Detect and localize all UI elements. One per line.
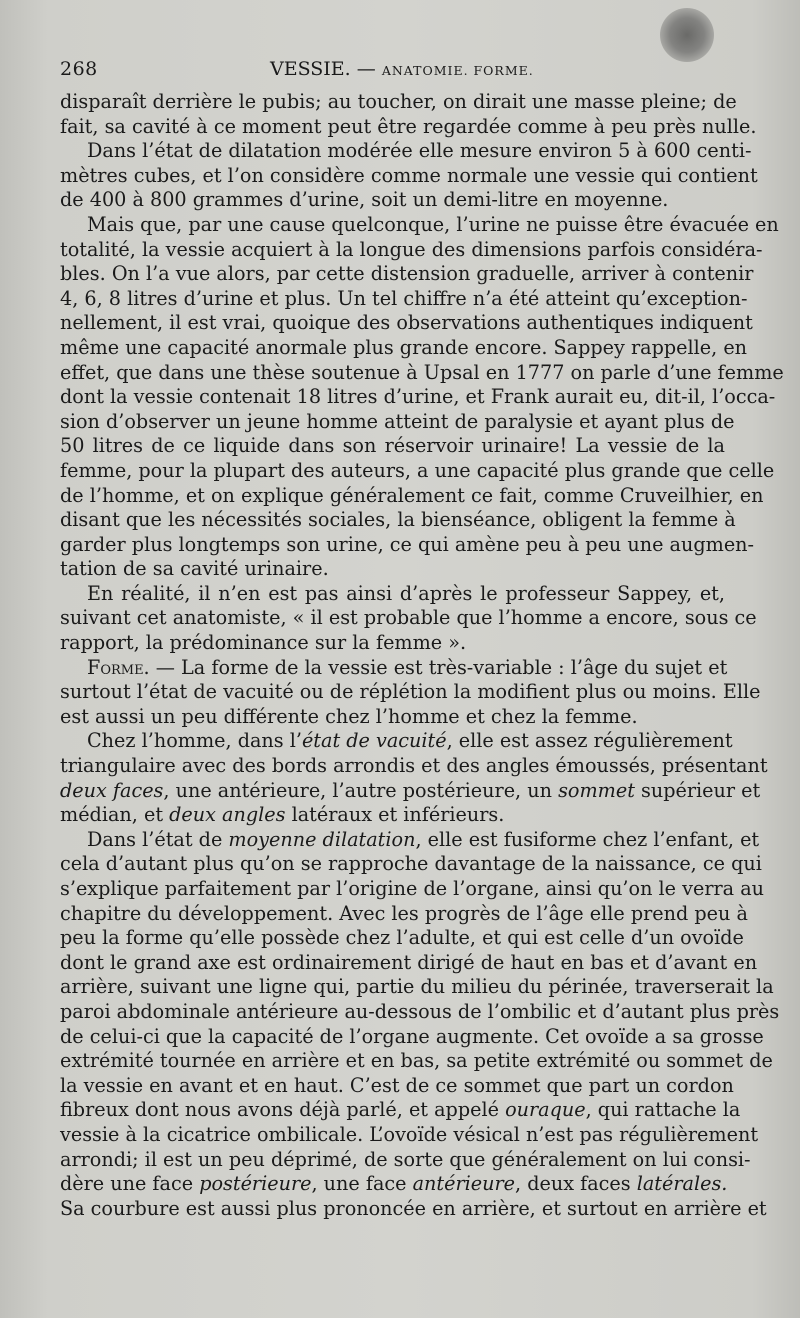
text-line: s’explique parfaitement par l’origine de l’organe, ainsi qu’on le verra au xyxy=(60,877,765,900)
text-line: est aussi un peu différente chez l’homme et chez la femme. xyxy=(60,704,638,728)
text-line: Sa courbure est aussi plus prononcée en arrière, et surtout en arrière et xyxy=(60,1196,767,1220)
page-header xyxy=(60,58,725,88)
text-line: garder plus longtemps son urine, ce qui amène peu à peu une augmen- xyxy=(60,532,755,556)
text-line: effet, que dans une thèse soutenue à Upsal en 1777 on parle d’une femme xyxy=(60,360,784,384)
text-line: Dans l’état de moyenne dilatation, elle est fusiforme chez l’enfant, et xyxy=(87,827,760,851)
section-label: Forme. xyxy=(87,655,150,679)
text-line: disant que les nécessités sociales, la bienséance, obligent la femme à xyxy=(60,508,736,532)
text-line: Mais que, par une cause quelconque, l’urine ne puisse être évacuée en xyxy=(87,212,779,236)
italic-term: antérieure xyxy=(412,1172,516,1196)
italic-term: deux faces xyxy=(60,778,164,802)
ink-stain xyxy=(660,8,714,62)
text-line: dont le grand axe est ordinairement dirigé de haut en bas et d’avant en xyxy=(60,950,758,974)
text-line: disparaît derrière le pubis; au toucher, on dirait une masse pleine; de xyxy=(60,90,737,113)
text-line: fait, sa cavité à ce moment peut être regardée comme à peu près nulle. xyxy=(60,114,757,138)
text-line: chapitre du développement. Avec les progrès de l’âge elle prend peu à xyxy=(60,901,748,925)
text-line: deux faces, une antérieure, l’autre postérieure, un sommet supérieur et xyxy=(60,778,761,802)
text-line: dère une face postérieure, une face antérieure, deux faces latérales. xyxy=(60,1172,728,1196)
text-line: tation de sa cavité urinaire. xyxy=(60,557,329,581)
text-line: suivant cet anatomiste, « il est probable que l’homme a encore, sous ce xyxy=(60,606,757,630)
text-line: peu la forme qu’elle possède chez l’adulte, et qui est celle d’un ovoïde xyxy=(60,926,744,950)
italic-term: état de vacuité xyxy=(301,729,447,753)
text-line: de l’homme, et on explique généralement ce fait, comme Cruveilhier, en xyxy=(60,483,764,507)
text-line: médian, et deux angles latéraux et inférieurs. xyxy=(60,803,505,827)
italic-term: ouraque xyxy=(505,1098,586,1122)
italic-term: deux angles xyxy=(169,803,286,827)
text-line: 4, 6, 8 litres d’urine et plus. Un tel chiffre n’a été atteint qu’exception- xyxy=(60,286,748,310)
text-line: totalité, la vessie acquiert à la longue des dimensions parfois considéra- xyxy=(60,237,763,261)
text-line: Dans l’état de dilatation modérée elle mesure environ 5 à 600 centi- xyxy=(87,139,752,163)
italic-term: postérieure xyxy=(199,1172,312,1196)
text-line: arrondi; il est un peu déprimé, de sorte que généralement on lui consi- xyxy=(60,1147,751,1171)
text-line: mètres cubes, et l’on considère comme normale une vessie qui contient xyxy=(60,163,758,187)
italic-term: sommet xyxy=(558,778,635,802)
text-line: triangulaire avec des bords arrondis et des angles émoussés, présentant xyxy=(60,754,768,778)
text-line: surtout l’état de vacuité ou de réplétion la modifient plus ou moins. Elle xyxy=(60,680,761,704)
text-line: de celui-ci que la capacité de l’organe augmente. Cet ovoïde a sa grosse xyxy=(60,1024,764,1048)
text-line: Forme. — La forme de la vessie est très-variable : l’âge du sujet et xyxy=(87,655,728,679)
text-line: 50 litres de ce liquide dans son réservoir urinaire! La vessie de la xyxy=(60,434,725,458)
text-line: Chez l’homme, dans l’état de vacuité, elle est assez régulièrement xyxy=(87,729,733,753)
text-line: même une capacité anormale plus grande encore. Sappey rappelle, en xyxy=(60,335,748,359)
text-line: dont la vessie contenait 18 litres d’urine, et Frank aurait eu, dit-il, l’occa- xyxy=(60,385,776,409)
running-title: VESSIE. — ANATOMIE. FORME. xyxy=(270,58,534,80)
text-line: arrière, suivant une ligne qui, partie du milieu du périnée, traverserait la xyxy=(60,975,774,999)
text-line: extrémité tournée en arrière et en bas, sa petite extrémité ou sommet de xyxy=(60,1049,773,1073)
body-text xyxy=(60,90,784,1221)
italic-term: latérales. xyxy=(636,1172,728,1196)
text-line: En réalité, il n’en est pas ainsi d’après le professeur Sappey, et, xyxy=(87,581,725,605)
text-line: nellement, il est vrai, quoique des observations authentiques indiquent xyxy=(60,311,753,335)
text-line: bles. On l’a vue alors, par cette distension graduelle, arriver à contenir xyxy=(60,262,754,286)
text-line: vessie à la cicatrice ombilicale. L’ovoïde vésical n’est pas régulièrement xyxy=(60,1122,759,1146)
page-number: 268 xyxy=(60,58,98,80)
text-line: femme, pour la plupart des auteurs, a une capacité plus grande que celle xyxy=(60,458,775,482)
text-line: cela d’autant plus qu’on se rapproche davantage de la naissance, ce qui xyxy=(60,852,762,876)
text-line: sion d’observer un jeune homme atteint de paralysie et ayant plus de xyxy=(60,409,735,433)
text-line: paroi abdominale antérieure au-dessous de l’ombilic et d’autant plus près xyxy=(60,999,780,1023)
text-line: fibreux dont nous avons déjà parlé, et appelé ouraque, qui rattache la xyxy=(60,1098,741,1122)
text-line: de 400 à 800 grammes d’urine, soit un demi-litre en moyenne. xyxy=(60,188,669,212)
text-line: rapport, la prédominance sur la femme ». xyxy=(60,631,467,655)
italic-term: moyenne dilatation xyxy=(228,827,416,851)
text-line: la vessie en avant et en haut. C’est de ce sommet que part un cordon xyxy=(60,1073,734,1097)
